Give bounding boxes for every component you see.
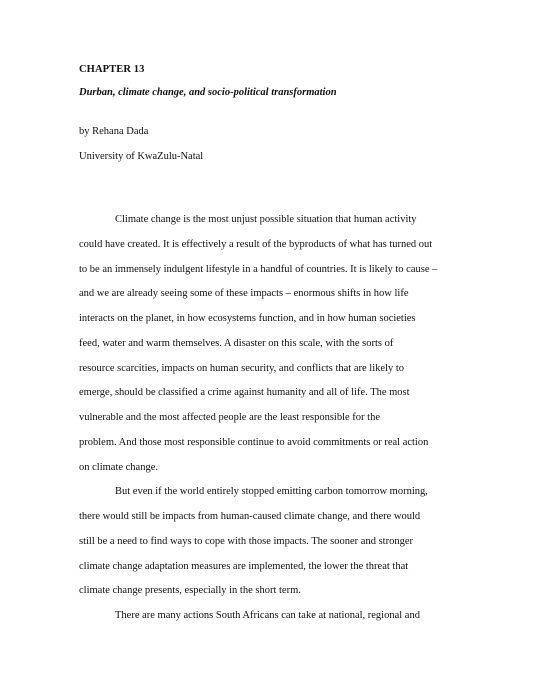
paragraph-line: vulnerable and the most affected people are the least responsible for the	[79, 412, 380, 423]
chapter-title: Durban, climate change, and socio-political transformation	[79, 87, 337, 98]
author-affiliation: University of KwaZulu-Natal	[79, 151, 204, 162]
paragraph-line: climate change adaptation measures are implemented, the lower the threat that	[79, 560, 409, 572]
paragraph-line: could have created. It is effectively a result of the byproducts of what has turned out	[79, 238, 433, 250]
paragraph-line: to be an immensely indulgent lifestyle in a handful of countries. It is likely to cause –	[79, 263, 438, 275]
paragraph-line: But even if the world entirely stopped emitting carbon tomorrow morning,	[115, 486, 428, 498]
paragraph-line: and we are already seeing some of these impacts – enormous shifts in how life	[79, 288, 409, 300]
paragraph-line: problem. And those most responsible continue to avoid commitments or real action	[79, 436, 429, 448]
paragraph-line: Climate change is the most unjust possible situation that human activity	[115, 214, 417, 225]
body-text	[79, 208, 464, 629]
paragraph-line: emerge, should be classified a crime against humanity and all of life. The most	[79, 387, 410, 399]
paragraph-line: on climate change.	[79, 461, 159, 473]
paragraph-line: feed, water and warm themselves. A disaster on this scale, with the sorts of	[79, 337, 394, 349]
paragraph-line: climate change presents, especially in the short term.	[79, 585, 301, 597]
paragraph-line: there would still be impacts from human-caused climate change, and there would	[79, 511, 421, 522]
paragraph-line: resource scarcities, impacts on human security, and conflicts that are likely to	[79, 362, 404, 374]
paragraph-line: There are many actions South Africans can take at national, regional and	[115, 610, 420, 621]
paragraph-line: interacts on the planet, in how ecosystems function, and in how human societies	[79, 313, 416, 324]
author-byline: by Rehana Dada	[79, 126, 149, 137]
paragraph-line: still be a need to find ways to cope with those impacts. The sooner and stronger	[79, 535, 413, 547]
chapter-heading: CHAPTER 13	[79, 64, 145, 75]
